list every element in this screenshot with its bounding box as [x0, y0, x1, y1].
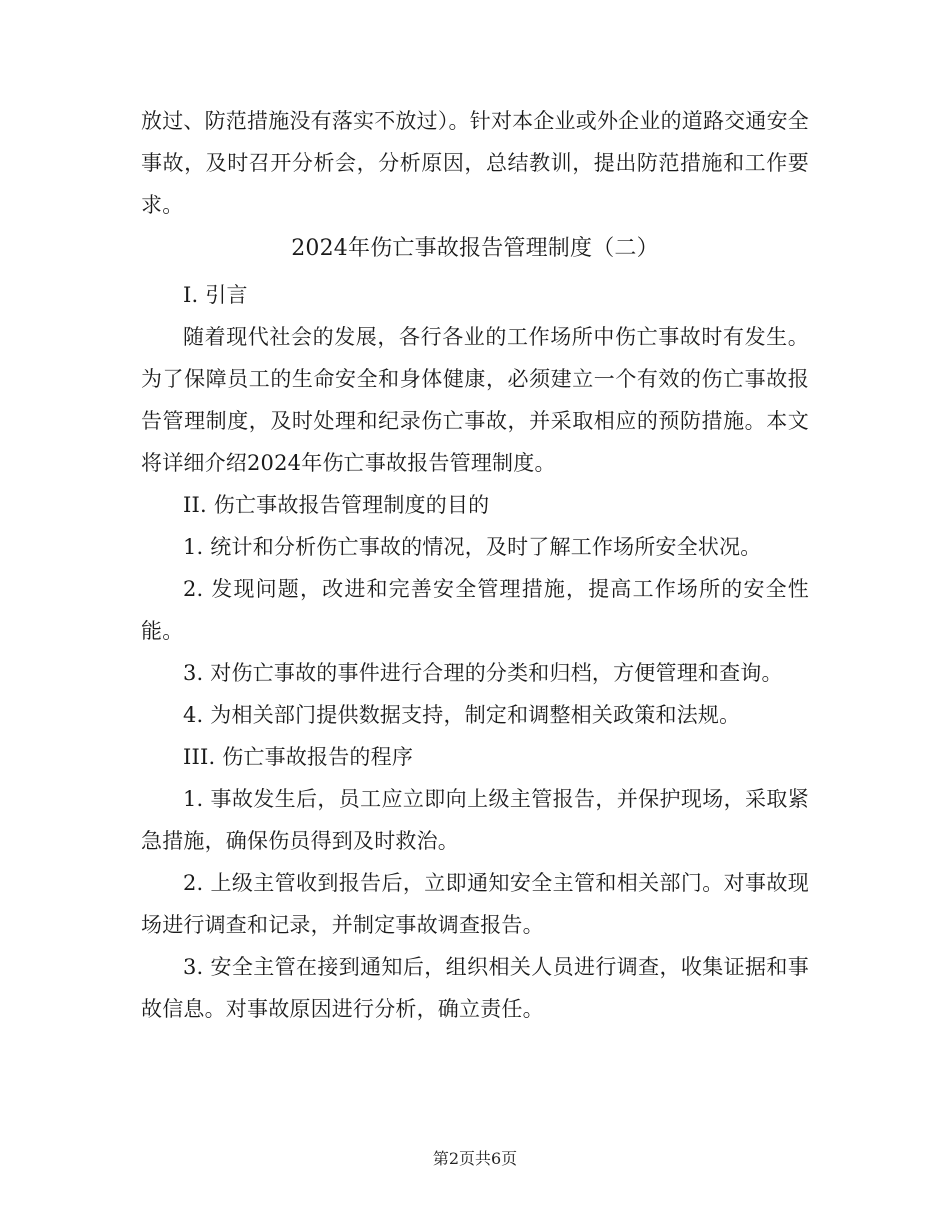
procedure-item-3: 3. 安全主管在接到通知后，组织相关人员进行调查，收集证据和事故信息。对事故原因进行分析，确立责任。: [141, 955, 809, 1021]
section-title: 2024年伤亡事故报告管理制度（二）: [291, 236, 659, 261]
heading-purpose: II. 伤亡事故报告管理制度的目的: [183, 493, 490, 517]
purpose-item-1: 1. 统计和分析伤亡事故的情况，及时了解工作场所安全状况。: [183, 535, 762, 559]
purpose-item-3: 3. 对伤亡事故的事件进行合理的分类和归档，方便管理和查询。: [183, 661, 783, 685]
paragraph-continuation: 放过、防范措施没有落实不放过）。针对本企业或外企业的道路交通安全事故，及时召开分析会，分析原因，总结教训，提出防范措施和工作要求。: [141, 109, 809, 217]
paragraph-introduction: 随着现代社会的发展，各行各业的工作场所中伤亡事故时有发生。为了保障员工的生命安全和身体健康，必须建立一个有效的伤亡事故报告管理制度，及时处理和纪录伤亡事故，并采取相应的预防措施。本文将详细介绍2024年伤亡事故报告管理制度。: [141, 325, 809, 475]
procedure-item-1: 1. 事故发生后，员工应立即向上级主管报告，并保护现场，采取紧急措施，确保伤员得到及时救治。: [141, 787, 809, 853]
purpose-item-4: 4. 为相关部门提供数据支持，制定和调整相关政策和法规。: [183, 703, 741, 727]
document-body: [141, 100, 809, 1030]
purpose-item-2: 2. 发现问题，改进和完善安全管理措施，提高工作场所的安全性能。: [141, 577, 809, 643]
page-number: 第2页共6页: [432, 1149, 518, 1168]
heading-procedure: III. 伤亡事故报告的程序: [183, 745, 414, 769]
heading-introduction: I. 引言: [183, 283, 248, 307]
procedure-item-2: 2. 上级主管收到报告后，立即通知安全主管和相关部门。对事故现场进行调查和记录，并制定事故调查报告。: [141, 871, 809, 937]
